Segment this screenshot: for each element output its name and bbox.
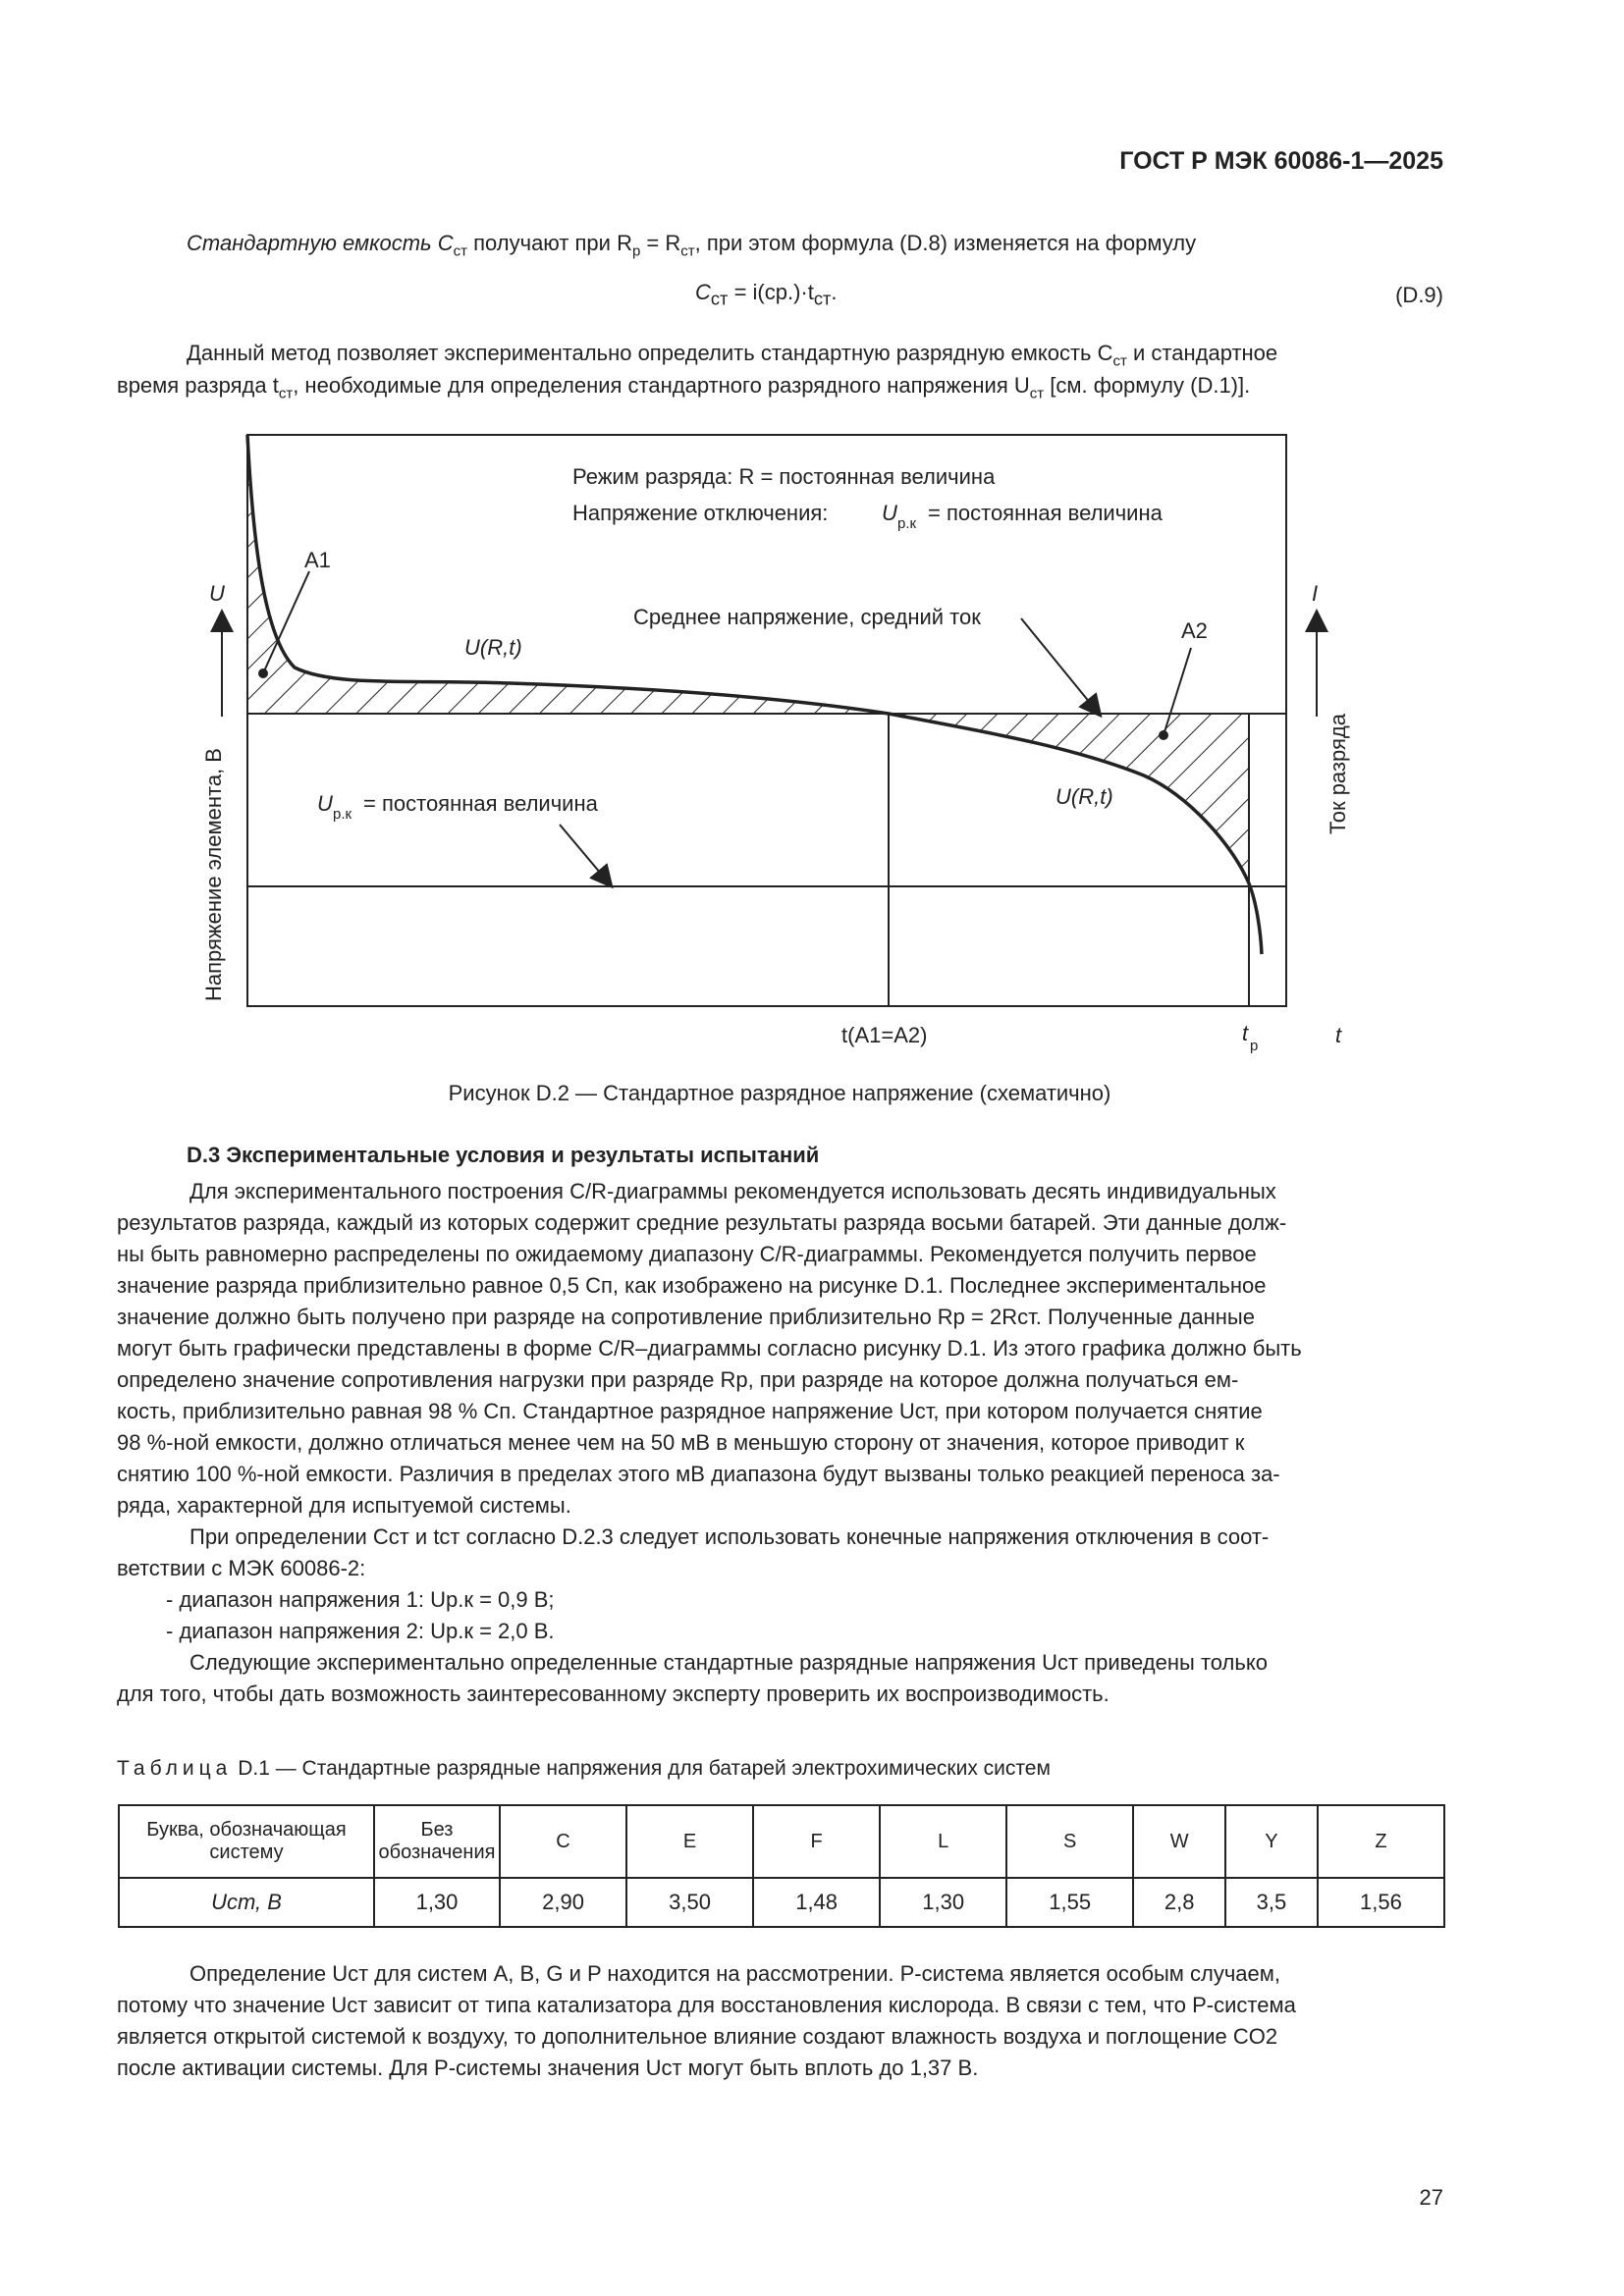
mode-label: Режим разряда: R = постоянная величина [572,464,996,489]
section-line: для того, чтобы дать возможность заинтересованному эксперту проверить их воспроизводимость. [117,1682,1110,1706]
table-header-cell: F [753,1805,880,1878]
formula-number: (D.9) [1395,283,1443,307]
section-line: снятию 100 %-ной емкости. Различия в пределах этого мВ диапазона будут вызваны только реакцией переноса за- [117,1462,1280,1486]
y-left-letter: U [209,581,225,606]
table-d1 [118,1804,1445,1928]
section-line: кость, приблизительно равная 98 % Cп. Стандартное разрядное напряжение Uст, при котором получается снятие [117,1399,1263,1423]
formula-end: . [831,280,838,304]
intro-paragraph-1 [187,228,1443,267]
table-cell: 1,30 [374,1878,500,1927]
section-line: значение должно быть получено при разряде на сопротивление приблизительно Rр = 2Rст. Полученные данные [117,1305,1255,1329]
average-label: Среднее напряжение, средний ток [633,605,981,629]
intro-paragraph-2-line-2 [117,370,1442,409]
y-right-letter: I [1312,581,1319,606]
y-right-axis-label: Ток разряда [1326,714,1350,834]
table-caption [117,1757,1051,1781]
p2-text-c: время разряда t [117,373,279,398]
table-header-cell: Без обозначения [374,1805,500,1878]
section-line: ны быть равномерно распределены по ожидаемому диапазону C/R-диаграммы. Рекомендуется получить первое [117,1242,1257,1266]
x-tp-symbol: t [1242,1021,1249,1045]
cutoff-value: = постоянная величина [928,501,1163,525]
formula-sub-2: ст [813,288,832,309]
formula-symbol: C [695,280,711,304]
section-heading: D.3 Экспериментальные условия и результаты испытаний [187,1143,820,1167]
p2-sub-b: ст [278,385,294,402]
intro-text-b: получают при R [467,231,632,255]
table-header-cell: C [500,1805,626,1878]
voltage-range-1: - диапазон напряжения 1: Uр.к = 0,9 В; [166,1587,555,1612]
y-left-axis-label: Напряжение элемента, В [201,748,226,1001]
x-tp-subscript: р [1250,1038,1259,1054]
document-header: ГОСТ Р МЭК 60086-1—2025 [1119,147,1443,175]
intro-text-c: = R [640,231,681,255]
formula-sub-1: ст [710,288,729,309]
closing-paragraph [117,1958,1442,2084]
x-axis-letter: t [1335,1023,1342,1047]
p2-text-a: Данный метод позволяет экспериментально определить стандартную разрядную емкость C [187,341,1113,365]
section-line: 98 %-ной емкости, должно отличаться менее чем на 50 мВ в меньшую сторону от значения, которое приводит к [117,1430,1245,1455]
table-caption-text: D.1 — Стандартные разрядные напряжения для батарей электрохимических систем [238,1757,1051,1780]
p2-text-d: , необходимые для определения стандартного разрядного напряжения U [293,373,1030,398]
figure-d2-diagram [187,422,1365,1060]
urk-symbol: U [317,791,333,816]
table-cell: 2,8 [1133,1878,1225,1927]
table-row-header-cell: Uст, В [119,1878,374,1927]
cutoff-label: Напряжение отключения: [572,501,829,525]
closing-line: потому что значение Uст зависит от типа катализатора для восстановления кислорода. В связи с тем, что P-система [117,1993,1296,2017]
cutoff-subscript: р.к [897,515,917,532]
table-header-cell: L [880,1805,1006,1878]
urk-subscript: р.к [333,806,352,823]
curve-label-1: U(R,t) [464,635,522,660]
section-line: результатов разряда, каждый из которых содержит средние результаты разряда восьми батарей. Эти данные долж- [117,1210,1287,1235]
intro-text-a: Стандартную емкость C [187,231,454,255]
table-cell: 1,48 [753,1878,880,1927]
section-paragraph-1 [117,1176,1442,1710]
table-cell: 1,55 [1006,1878,1133,1927]
closing-line: после активации системы. Для P-системы значения Uст могут быть вплоть до 1,37 В. [117,2056,979,2080]
cutoff-symbol: U [882,501,897,525]
table-header-cell: Буква, обозначающая систему [119,1805,374,1878]
table-header-cell: Y [1225,1805,1318,1878]
table-header-row [119,1805,1444,1878]
urk-value: = постоянная величина [363,791,598,816]
section-line: Следующие экспериментально определенные стандартные разрядные напряжения Uст приведены только [189,1650,1268,1675]
page-number: 27 [1419,2185,1443,2210]
average-arrow [1021,618,1095,709]
table-cell: 3,5 [1225,1878,1318,1927]
p2-sub-a: ст [1112,352,1127,370]
p2-text-e: [см. формулу (D.1)]. [1044,373,1251,398]
table-cell: 2,90 [500,1878,626,1927]
section-line: ветствии с МЭК 60086-2: [117,1556,366,1580]
p2-sub-c: ст [1029,385,1045,402]
closing-line: Определение Uст для систем A, B, G и P находится на рассмотрении. P-система является особым случаем, [189,1961,1281,1986]
intro-text-d: , при этом формула (D.8) изменяется на формулу [694,231,1197,255]
section-line: ряда, характерной для испытуемой системы. [117,1493,571,1518]
intro-sub-c: ст [680,242,695,260]
formula-body: = i(ср.)·t [728,280,814,304]
figure-caption: Рисунок D.2 — Стандартное разрядное напряжение (схематично) [448,1081,1111,1105]
table-caption-prefix: Таблица [117,1757,233,1780]
a2-label: A2 [1181,618,1208,643]
table-header-cell: W [1133,1805,1225,1878]
section-line: При определении Cст и tст согласно D.2.3 следует использовать конечные напряжения отключения в соот- [189,1524,1270,1549]
section-line: могут быть графически представлены в форме C/R–диаграммы согласно рисунку D.1. Из этого графика должно быть [117,1336,1302,1361]
curve-label-2: U(R,t) [1056,784,1113,809]
table-header-cell: S [1006,1805,1133,1878]
table-header-cell: Z [1318,1805,1444,1878]
section-line: Для экспериментального построения C/R-диаграммы рекомендуется использовать десять индивидуальных [189,1179,1276,1203]
section-line: определено значение сопротивления нагрузки при разряде Rр, при разряде на которое должна получаться ем- [117,1367,1239,1392]
table-header-cell: E [626,1805,753,1878]
intro-sub-b: р [631,242,641,260]
formula-d9 [695,280,838,309]
section-line: значение разряда приблизительно равное 0,5 Cп, как изображено на рисунке D.1. Последнее экспериментальное [117,1273,1267,1298]
table-row [119,1878,1444,1927]
table-cell: 1,30 [880,1878,1006,1927]
cutoff-arrow [560,825,606,880]
closing-line: является открытой системой к воздуху, то дополнительное влияние создают влажность воздуха и поглощение CO2 [117,2024,1278,2049]
table-cell: 3,50 [626,1878,753,1927]
voltage-range-2: - диапазон напряжения 2: Uр.к = 2,0 В. [166,1619,555,1643]
x-equal-area-label: t(A1=A2) [841,1023,928,1047]
table-cell: 1,56 [1318,1878,1444,1927]
p2-text-b: и стандартное [1126,341,1278,365]
a1-label: A1 [304,548,331,572]
intro-sub-a: ст [453,242,467,260]
